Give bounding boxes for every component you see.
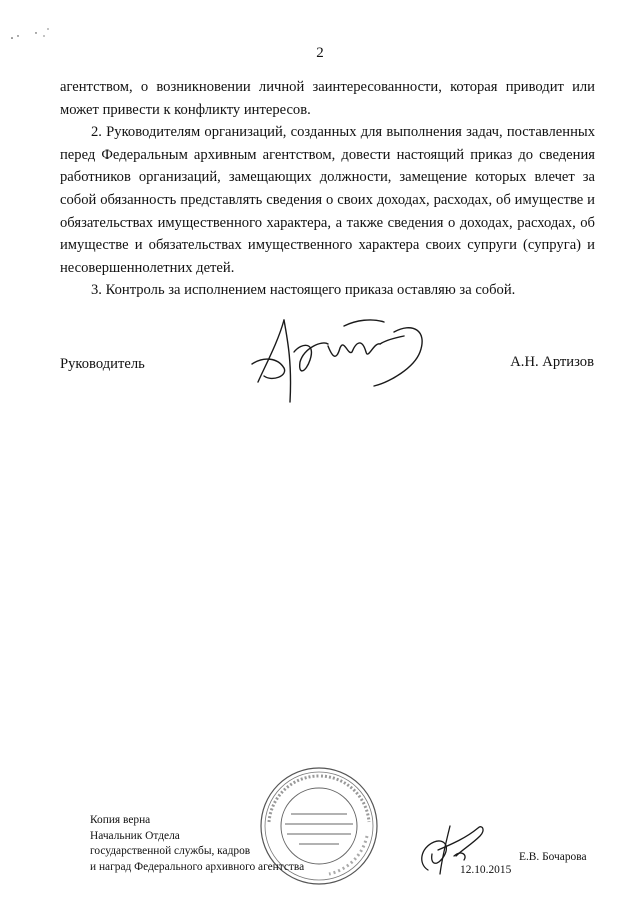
copy-date: 12.10.2015 <box>460 864 512 876</box>
page-number: 2 <box>316 45 324 61</box>
handwritten-signature <box>244 312 434 407</box>
copy-line-4: и наград Федерального архивного агентства <box>90 860 305 873</box>
signer-name: А.Н. Артизов <box>510 354 594 370</box>
copy-signer-name: Е.В. Бочарова <box>519 851 587 863</box>
copy-line-3: государственной службы, кадров <box>90 845 251 858</box>
copy-line-2: Начальник Отдела <box>90 829 180 842</box>
paragraph-item-3: 3. Контроль за исполнением настоящего приказа оставляю за собой. <box>91 282 516 299</box>
signer-title: Руководитель <box>60 356 145 372</box>
paragraph-continuation: агентством, о возникновении личной заинтересованности, которая приводит или может привести к конфликту интересов. <box>60 79 595 118</box>
paragraph-item-2: 2. Руководителям организаций, созданных для выполнения задач, поставленных перед Федеральным архивным агентством, довести настоящий приказ до сведения работников организаций, замещающих должности, замещение которых влечет за собой обязанность представлять сведения о своих доходах, расходах, об имуществе и обязательствах имущественного характера, а также сведения о доходах, расходах, об имуществе и обязательствах имущественного характера своих супруги (супруга) и несовершеннолетних детей. <box>60 124 595 276</box>
copy-certification <box>90 813 304 875</box>
scan-specks <box>8 24 68 44</box>
document-body <box>60 76 595 302</box>
copy-line-1: Копия верна <box>90 814 151 826</box>
